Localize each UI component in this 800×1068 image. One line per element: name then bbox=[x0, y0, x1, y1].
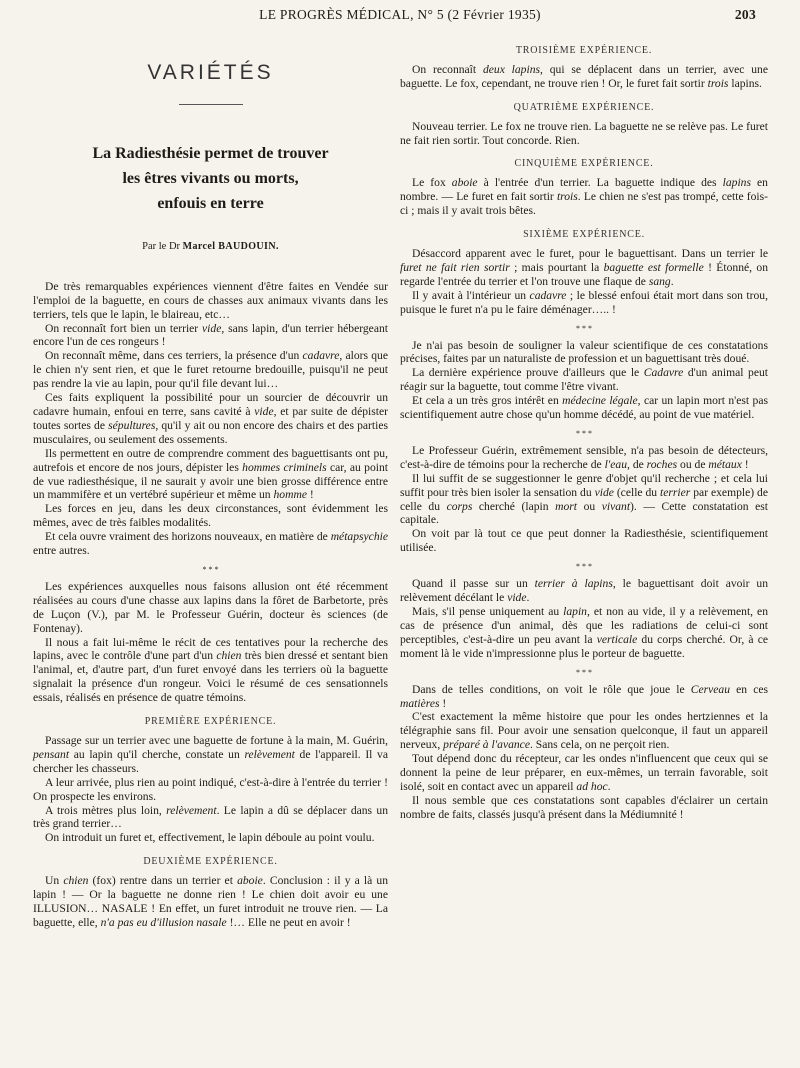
subheading-experiment-4: QUATRIÈME EXPÉRIENCE. bbox=[513, 101, 655, 113]
paragraph: Mais, s'il pense uniquement au lapin, et non au vide, il y a relèvement, en cas de présence d'un animal, dès que les radiations de celui-ci sont perceptibles, c'est-à-dire un peu avant la verticale du corps cherché. Or, à ce moment là le vide n'impressionne plus le porteur de baguette. bbox=[400, 605, 768, 660]
paragraph: Ils permettent en outre de comprendre comment des baguettisants ont pu, autrefois et encore de nos jours, dépister les hommes criminels car, au point de vue radiesthésique, il ne saurait y avoir une bien grosse différence entre un mammifère et un vertébré supérieur et même un homme ! bbox=[33, 446, 389, 502]
journal-header-title: LE PROGRÈS MÉDICAL, N° 5 (2 Février 1935) bbox=[259, 7, 541, 22]
subheading-experiment-1: PREMIÈRE EXPÉRIENCE. bbox=[144, 716, 277, 728]
paragraph: Un chien (fox) rentre dans un terrier et aboie. Conclusion : il y a là un lapin ! — Or la baguette ne donne rien ! Le chien doit avoir eu une ILLUSION… NASALE ! En effet, un furet introduit ne trouve rien. — La baguette, elle, n'a pas eu d'illusion nasale !… Elle ne peut en avoir ! bbox=[33, 874, 389, 929]
section-divider bbox=[179, 104, 243, 105]
asterism-separator: * * * bbox=[202, 564, 219, 574]
paragraph: Désaccord apparent avec le furet, pour le baguettisant. Dans un terrier le furet ne fait rien sortir ; mais pourtant la baguette est formelle ! Étonné, on regarde l'entrée du terrier et l'on trouve une flaque de sang. bbox=[400, 246, 768, 288]
left-column bbox=[33, 32, 388, 930]
title-line-2: les êtres vivants ou morts, bbox=[122, 169, 299, 187]
paragraph: Et cela ouvre vraiment des horizons nouveaux, en matière de métapsychie entre autres. bbox=[33, 530, 388, 558]
paragraph: Quand il passe sur un terrier à lapins, le baguettisant doit avoir un relèvement décélant le vide. bbox=[400, 577, 768, 605]
paragraph: On reconnaît même, dans ces terriers, la présence d'un cadavre, alors que le chien n'y sent rien, et que le furet retourne bredouille, puisqu'il ne peut pas rendre la vie au lapin, pour qu'il file devant lui… bbox=[33, 349, 388, 391]
running-head bbox=[0, 7, 800, 25]
paragraph: Dans de telles conditions, on voit le rôle que joue le Cerveau en ces matières ! bbox=[400, 682, 768, 710]
paragraph: Passage sur un terrier avec une baguette de fortune à la main, M. Guérin, pensant au lapin qu'il cherche, constate un relèvement de l'appareil. Il va chercher les chasseurs. bbox=[33, 734, 389, 775]
paragraph: On reconnaît fort bien un terrier vide, sans lapin, d'un terrier hébergeant encore l'un de ces rongeurs ! bbox=[33, 321, 388, 349]
paragraph: De très remarquables expériences viennent d'être faites en Vendée sur l'emploi de la baguette, en cours de chasses aux animaux vivants dans les terriers, tels que le lapin, le blaireau, etc… bbox=[33, 279, 388, 321]
byline-prefix: Par le Dr bbox=[142, 240, 181, 252]
subheading-experiment-3: TROISIÈME EXPÉRIENCE. bbox=[515, 45, 653, 56]
page-number: 203 bbox=[734, 7, 756, 22]
paragraph: Les expériences auxquelles nous faisons allusion ont été récemment réalisées au cours d'une chasse aux lapins dans la fôret de Barbetorte, près de Luçon (V.), par M. le Professeur Guérin, docteur ès sciences (de Fontenay). bbox=[33, 579, 388, 635]
subheading-experiment-6: SIXIÈME EXPÉRIENCE. bbox=[523, 229, 645, 241]
paragraph: A leur arrivée, plus rien au point indiqué, c'est-à-dire à l'entrée du terrier ! On prospecte les environs. bbox=[33, 775, 388, 803]
author-name: Marcel BAUDOUIN. bbox=[182, 240, 279, 252]
paragraph: Nouveau terrier. Le fox ne trouve rien. La baguette ne se relève pas. Le furet ne fait rien sortir. Tout concorde. Rien. bbox=[400, 119, 768, 147]
title-line-3: enfouis en terre bbox=[157, 194, 264, 212]
section-title: VARIÉTÉS bbox=[147, 61, 274, 84]
byline bbox=[33, 240, 388, 254]
asterism-separator: * * * bbox=[576, 428, 592, 438]
asterism-separator: * * * bbox=[576, 562, 592, 572]
asterism-separator: * * * bbox=[576, 323, 592, 333]
asterism-separator: * * * bbox=[576, 667, 592, 677]
paragraph: Il y avait à l'intérieur un cadavre ; le blessé enfoui était mort dans son trou, puisque le furet n'a pu le faire déménager….. ! bbox=[400, 288, 768, 316]
paragraph: Les forces en jeu, dans les deux circonstances, sont évidemment les mêmes, avec de très faibles modalités. bbox=[33, 502, 388, 530]
paragraph: Ces faits expliquent la possibilité pour un sourcier de découvrir un cadavre humain, enfoui en terre, sans cavité à vide, et par suite de dépister toutes sortes de sépultures, qu'il y ait ou non encore des chairs et des parties musculaires, ou seulement des ossements. bbox=[33, 391, 389, 446]
paragraph: La dernière expérience prouve d'ailleurs que le Cadavre d'un animal peut réagir sur la baguette, tout comme l'être vivant. bbox=[400, 366, 768, 394]
paragraph: Le fox aboie à l'entrée d'un terrier. La baguette indique des lapins en nombre. — Le furet en fait sortir trois. Le chien ne s'est pas trompé, cette fois-ci ; mais il y avait trois bêtes. bbox=[400, 176, 768, 218]
right-column bbox=[400, 32, 768, 822]
paragraph: On introduit un furet et, effectivement, le lapin déboule au point voulu. bbox=[45, 831, 375, 845]
paragraph: Je n'ai pas besoin de souligner la valeur scientifique de ces constatations précises, faites par un naturaliste de profession et un baguettisant très doué. bbox=[400, 338, 768, 366]
subheading-experiment-5: CINQUIÈME EXPÉRIENCE. bbox=[514, 158, 654, 170]
subheading-experiment-2: DEUXIÈME EXPÉRIENCE. bbox=[143, 856, 278, 868]
paragraph: Et cela a un très gros intérêt en médecine légale, car un lapin mort n'est pas scientifiquement autre chose qu'un homme décédé, au point de vue matériel. bbox=[400, 394, 768, 422]
paragraph: Il nous semble que ces constatations sont capables d'éclairer un certain nombre de faits, classés jusqu'à présent dans la Médiumnité ! bbox=[400, 793, 768, 821]
paragraph: A trois mètres plus loin, relèvement. Le lapin a dû se déplacer dans un très grand terrier… bbox=[33, 803, 388, 831]
paragraph: C'est exactement la même histoire que pour les ondes hertziennes et la télégraphie sans fil. Pour avoir une sensation quelconque, il faut un appareil nerveux, préparé à l'avance. Sans cela, on ne perçoit rien. bbox=[400, 710, 768, 752]
paragraph: Le Professeur Guérin, extrêmement sensible, n'a pas besoin de détecteurs, c'est-à-dire de témoins pour la recherche de l'eau, de roches ou de métaux ! bbox=[400, 443, 768, 471]
paragraph: On voit par là tout ce que peut donner la Radiesthésie, scientifiquement utilisée. bbox=[400, 527, 768, 555]
paragraph: Il lui suffit de se suggestionner le genre d'objet qu'il recherche ; et cela lui suffit pour très bien isoler la sensation du vide (celle du terrier par exemple) de celle du corps cherché (lapin mort ou vivant). — Cette constatation est capitale. bbox=[400, 471, 768, 527]
paragraph: Il nous a fait lui-même le récit de ces tentatives pour la recherche des lapins, avec le contrôle d'une part d'un chien très bien dressé et sentant bien l'animal, et, d'autre part, d'un furet envoyé dans les terriers où la baguette signalait la présence d'un rongeur. Voici le résumé de ces sensationnels essais, réalisés en présence de quatre témoins. bbox=[33, 635, 388, 705]
paragraph: On reconnaît deux lapins, qui se déplacent dans un terrier, avec une baguette. Le fox, cependant, ne trouve rien ! Or, le furet fait sortir trois lapins. bbox=[400, 62, 768, 90]
article-title bbox=[33, 141, 388, 216]
paragraph: Tout dépend donc du récepteur, car les ondes n'influencent que ceux qui se donnent la peine de leur préparer, en eux-mêmes, un terrain favorable, soit isolé, soit en contact avec un appareil ad hoc. bbox=[400, 752, 768, 793]
title-line-1: La Radiesthésie permet de trouver bbox=[92, 144, 329, 162]
